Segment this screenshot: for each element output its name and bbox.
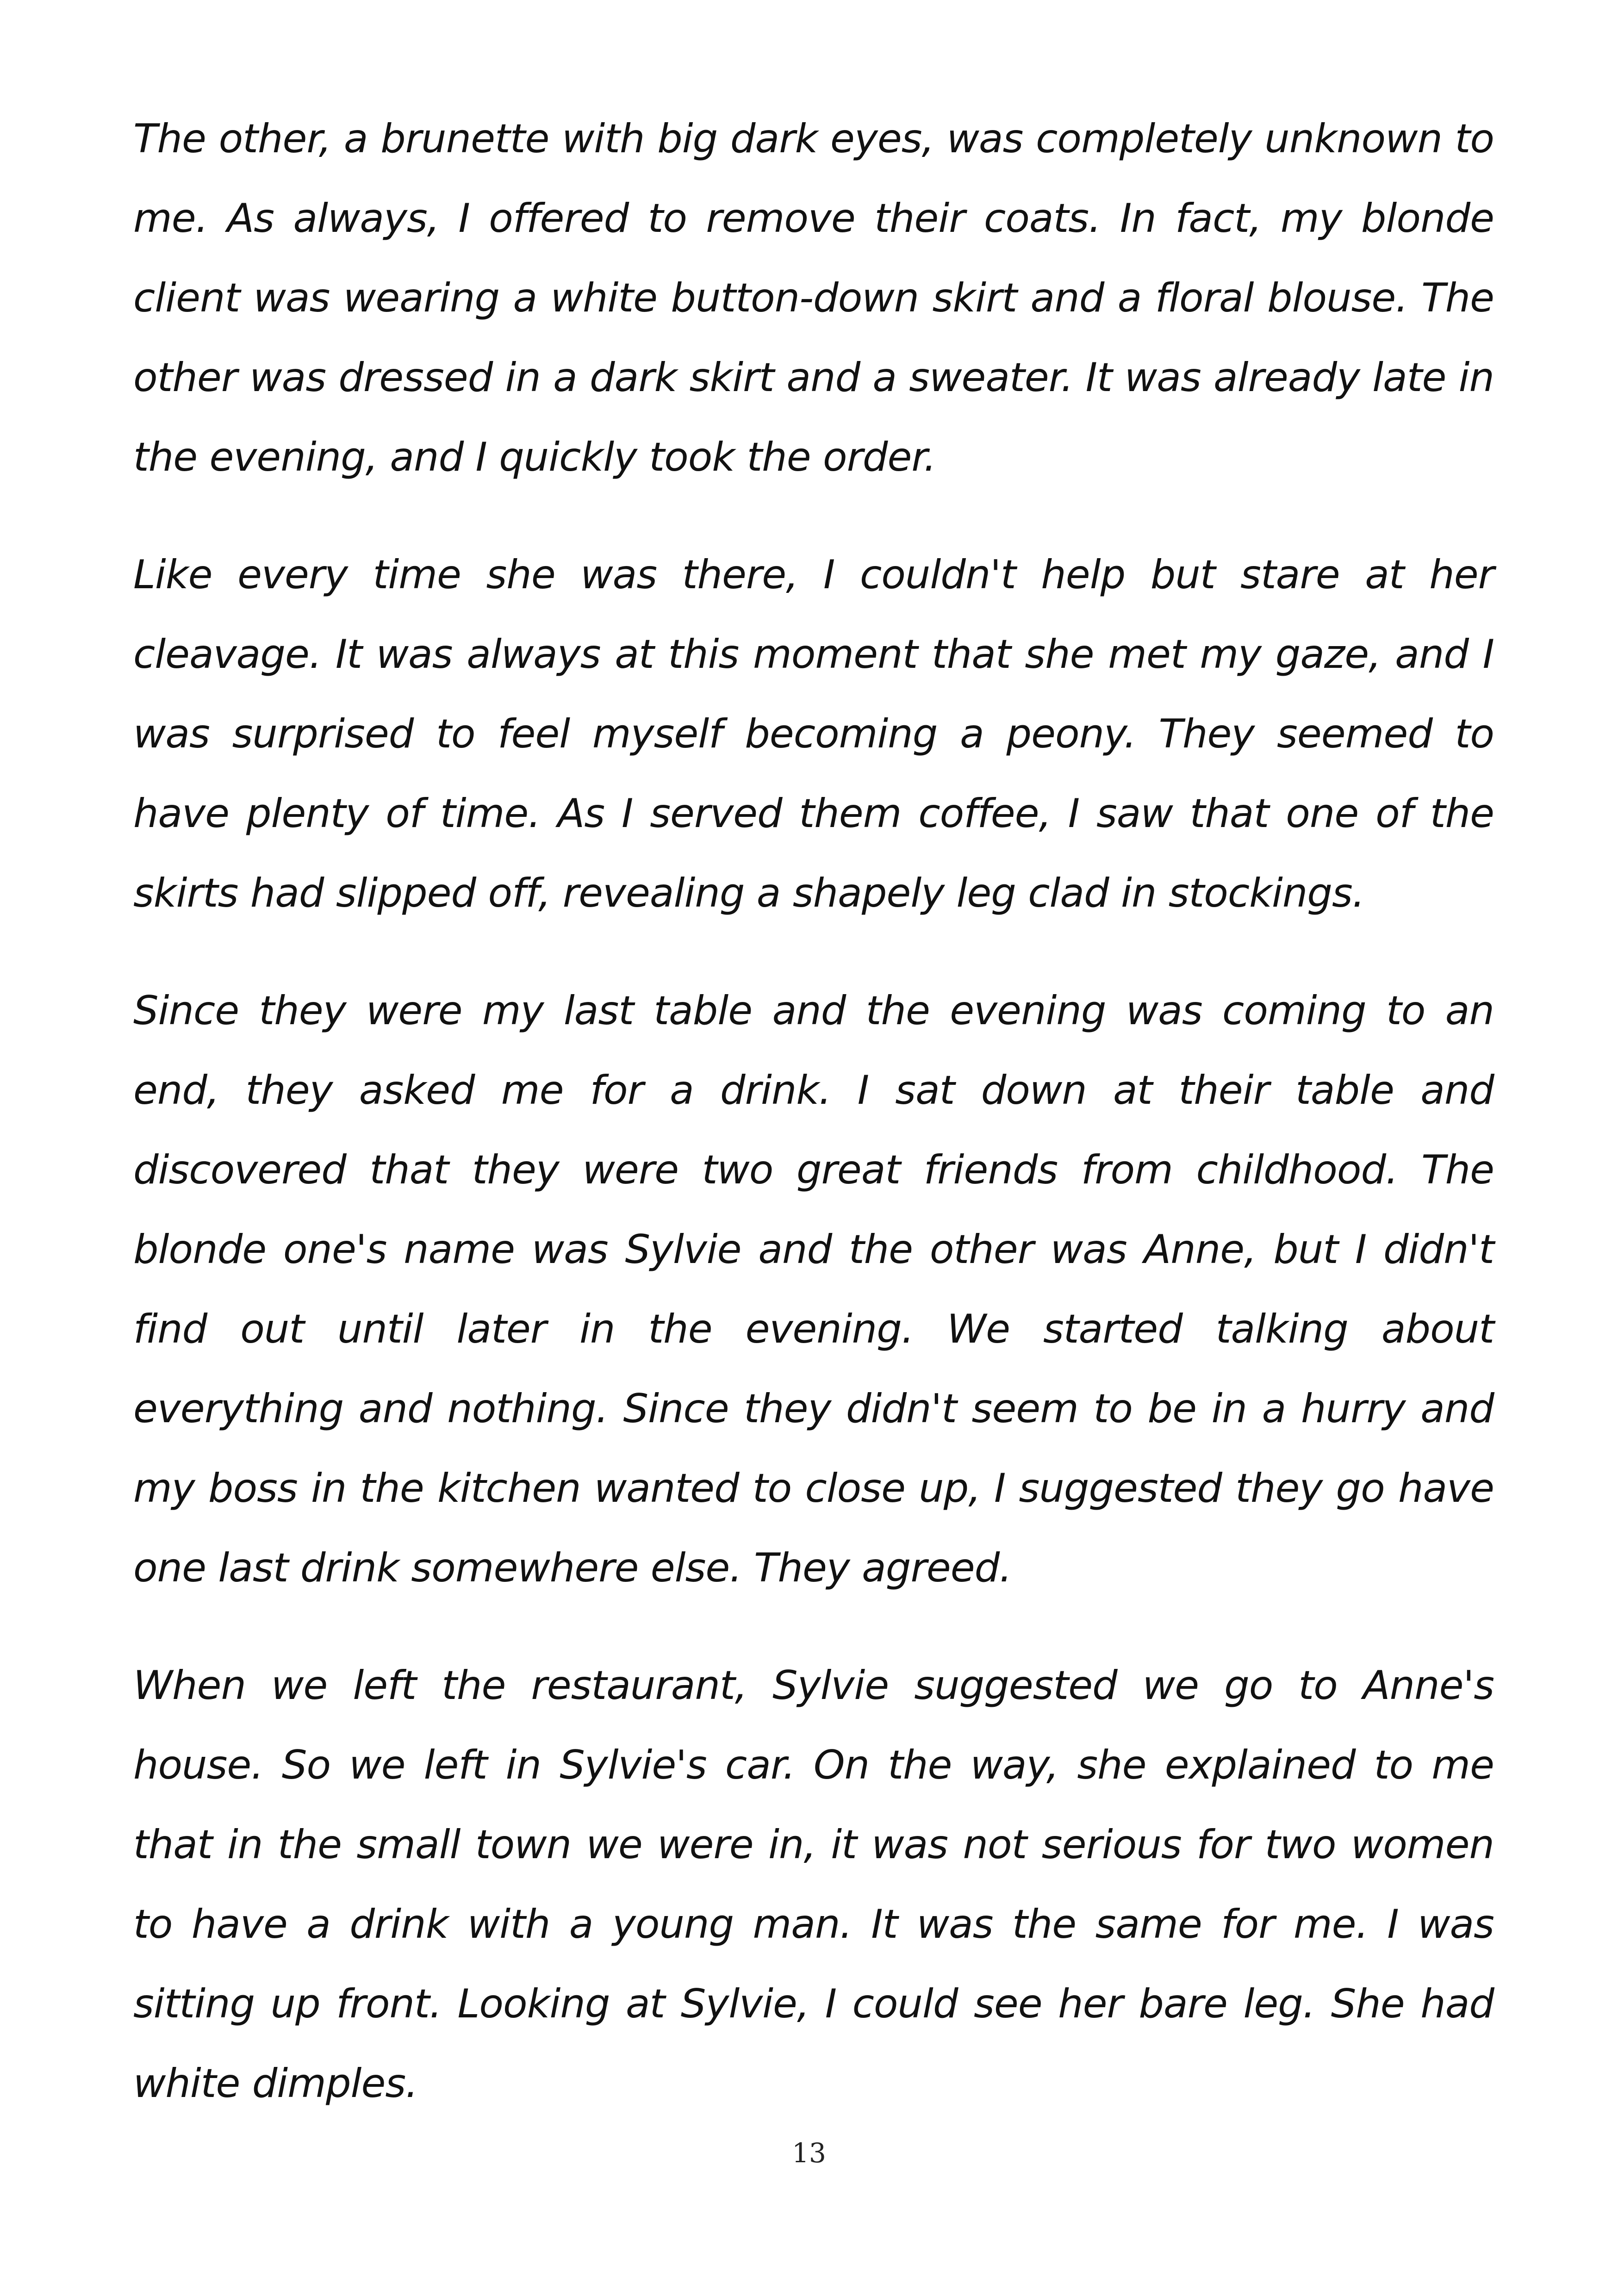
page-number: 13 <box>792 2137 826 2169</box>
paragraph-2: Like every time she was there, I couldn't help but stare at her cleavage. It was always at this moment that she met my gaze, and I was surprised to feel myself becoming a peony. They seemed to have plenty of time. As I served them coffee, I saw that one of the skirts had slipped off, revealing a shapely leg clad in stockings. <box>133 552 1494 916</box>
paragraph-3: Since they were my last table and the evening was coming to an end, they asked me for a drink. I sat down at their table and discovered that they were two great friends from childhood. The blonde one's name was Sylvie and the other was Anne, but I didn't find out until later in the evening. We started talking about everything and nothing. Since they didn't seem to be in a hurry and my boss in the kitchen wanted to close up, I suggested they go have one last drink somewhere else. They agreed. <box>133 988 1494 1591</box>
paragraph-4: When we left the restaurant, Sylvie suggested we go to Anne's house. So we left in Sylvie's car. On the way, she explained to me that in the small town we were in, it was not serious for two women to have a drink with a young man. It was the same for me. I was sitting up front. Looking at Sylvie, I could see her bare leg. She had white dimples. <box>133 1662 1494 2107</box>
paragraph-1: The other, a brunette with big dark eyes, was completely unknown to me. As always, I offered to remove their coats. In fact, my blonde client was wearing a white button-down skirt and a floral blouse. The other was dressed in a dark skirt and a sweater. It was already late in the evening, and I quickly took the order. <box>133 116 1494 480</box>
body-text <box>133 99 1494 2161</box>
